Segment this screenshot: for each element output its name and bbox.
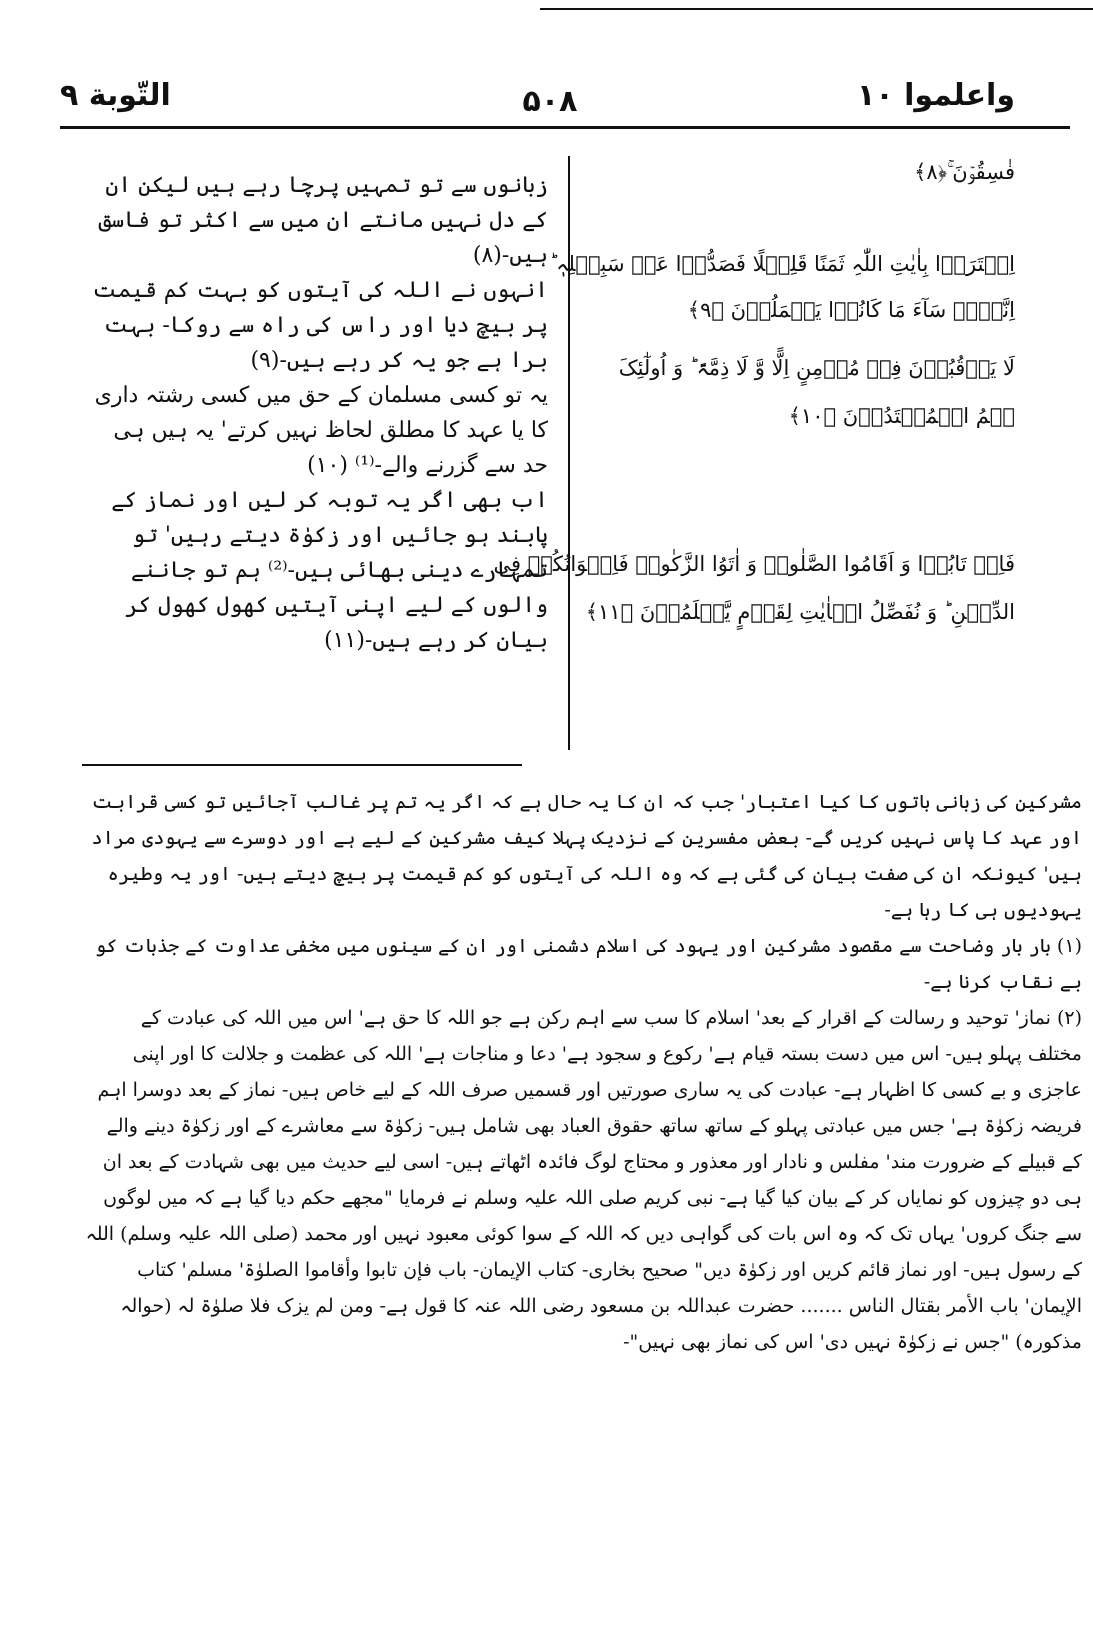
header-right-title: واعلموا ۱۰ xyxy=(857,78,1015,113)
header-left-title: التّوبة ۹ xyxy=(60,78,171,113)
footnotes xyxy=(82,784,1082,1360)
top-rule xyxy=(540,8,1093,10)
page-number: ۵۰۸ xyxy=(522,84,578,119)
translation-paragraph: اب بھی اگر یہ توبہ کر لیں اور نماز کے پابند ہو جائیں اور زکوٰۃ دیتے رہیں' تو تمہارے دینی بھائی ہیں-⁽²⁾ ہم تو جاننے والوں کے لیے اپنی آیتیں کھول کھول کر بیان کر رہے ہیں-(۱۱) xyxy=(111,488,548,653)
arabic-verse: لَا یَرۡقُبُوۡنَ فِیۡ مُؤۡمِنٍ اِلًّا وَّ لَا ذِمَّۃً ؕ وَ اُولٰٓئِکَ xyxy=(618,356,1015,380)
translation-paragraph: یہ تو کسی مسلمان کے حق میں کسی رشتہ داری کا یا عہد کا مطلق لحاظ نہیں کرتے' یہ ہیں ہی حد سے گزرنے والے-⁽¹⁾ (۱۰) xyxy=(94,383,548,478)
footnote-paragraph: (۱) بار بار وضاحت سے مقصود مشرکین اور یہود کی اسلام دشمنی اور ان کے سینوں میں مخفی عداوت کے جذبات کو بے نقاب کرنا ہے- xyxy=(95,935,1082,993)
footnote-paragraph: (۲) نماز' توحید و رسالت کے اقرار کے بعد' اسلام کا سب سے اہم رکن ہے جو اللہ کا حق ہے' اس میں اللہ کی عبادت کے مختلف پہلو ہیں- اس میں دست بستہ قیام ہے' رکوع و سجود ہے' دعا و مناجات ہے' اللہ کی عظمت و جلالت کا اور اپنی عاجزی و بے کسی کا اظہار ہے- عبادت کی یہ ساری صورتیں اور قسمیں صرف اللہ کے لیے خاص ہیں- نماز کے بعد دوسرا اہم فریضہ زکوٰۃ ہے' جس میں عبادتی پہلو کے ساتھ ساتھ حقوق العباد بھی شامل ہیں- زکوٰۃ سے معاشرے کے اور زکوٰۃ دینے والے کے قبیلے کے ضرورت مند' مفلس و نادار اور معذور و محتاج لوگ فائدہ اٹھاتے ہیں- اسی لیے حدیث میں بھی شہادت کے بعد ان ہی دو چیزوں کو نمایاں کر کے بیان کیا گیا ہے- نبی کریم صلی اللہ علیہ وسلم نے فرمایا "مجھے حکم دیا گیا ہے کہ میں لوگوں سے جنگ کروں' یہاں تک کہ وہ اس بات کی گواہی دیں کہ اللہ کے سوا کوئی معبود نہیں اور محمد (صلی اللہ علیہ وسلم) اللہ کے رسول ہیں- اور نماز قائم کریں اور زکوٰۃ دیں" صحیح بخاری- کتاب الإیمان- باب فإن تابوا وأقاموا الصلوٰۃ' مسلم' کتاب الإیمان' باب الأمر بقتال الناس ....... حضرت عبداللہ بن مسعود رضی اللہ عنہ کا قول ہے- ومن لم یزک فلا صلوٰۃ لہ (حوالہ مذکورہ) "جس نے زکوٰۃ نہیں دی' اس کی نماز بھی نہیں"- xyxy=(85,1007,1082,1353)
header-rule xyxy=(60,126,1070,129)
arabic-verse: اِشۡتَرَوۡا بِاٰیٰتِ اللّٰہِ ثَمَنًا قَلِیۡلًا فَصَدُّوۡا عَنۡ سَبِیۡلِہٖ ؕ xyxy=(549,252,1015,276)
footnote-paragraph: مشرکین کی زبانی باتوں کا کیا اعتبار' جب کہ ان کا یہ حال ہے کہ اگر یہ تم پر غالب آجائیں تو کسی قرابت اور عہد کا پاس نہیں کریں گے- بعض مفسرین کے نزدیک پہلا کیف مشرکین کے لیے ہے اور دوسرے سے یہودی مراد ہیں' کیونکہ ان کی صفت بیان کی گئی ہے کہ وہ اللہ کی آیتوں کو کم قیمت پر بیچ دیتے ہیں- اور یہ وطیرہ یہودیوں ہی کا رہا ہے- xyxy=(91,791,1082,921)
arabic-verse: اِنَّہُمۡ سَآءَ مَا کَانُوۡا یَعۡمَلُوۡنَ ﴿۹﴾ xyxy=(687,298,1015,322)
arabic-verse: ہُمُ الۡمُعۡتَدُوۡنَ ﴿۱۰﴾ xyxy=(788,404,1015,428)
arabic-verse: فٰسِقُوۡنَ ۚ﴿۸﴾ xyxy=(914,160,1015,184)
translation-paragraph: زبانوں سے تو تمہیں پرچا رہے ہیں لیکن ان کے دل نہیں مانتے ان میں سے اکثر تو فاسق ہیں-(۸) xyxy=(98,173,548,268)
arabic-verse: فَاِنۡ تَابُوۡا وَ اَقَامُوا الصَّلٰوۃَ وَ اٰتَوُا الزَّکٰوۃَ فَاِخۡوَانُکُمۡ فِی xyxy=(493,552,1015,576)
arabic-verse: الدِّیۡنِ ؕ وَ نُفَصِّلُ الۡاٰیٰتِ لِقَوۡمٍ یَّعۡلَمُوۡنَ ﴿۱۱﴾ xyxy=(585,600,1015,624)
translation-paragraph: انہوں نے اللہ کی آیتوں کو بہت کم قیمت پر بیچ دیا اور راس کی راہ سے روکا- بہت برا ہے جو یہ کر رہے ہیں-(۹) xyxy=(92,278,548,373)
translation-column xyxy=(82,168,548,658)
footnote-rule xyxy=(82,764,522,766)
column-divider xyxy=(568,156,570,750)
